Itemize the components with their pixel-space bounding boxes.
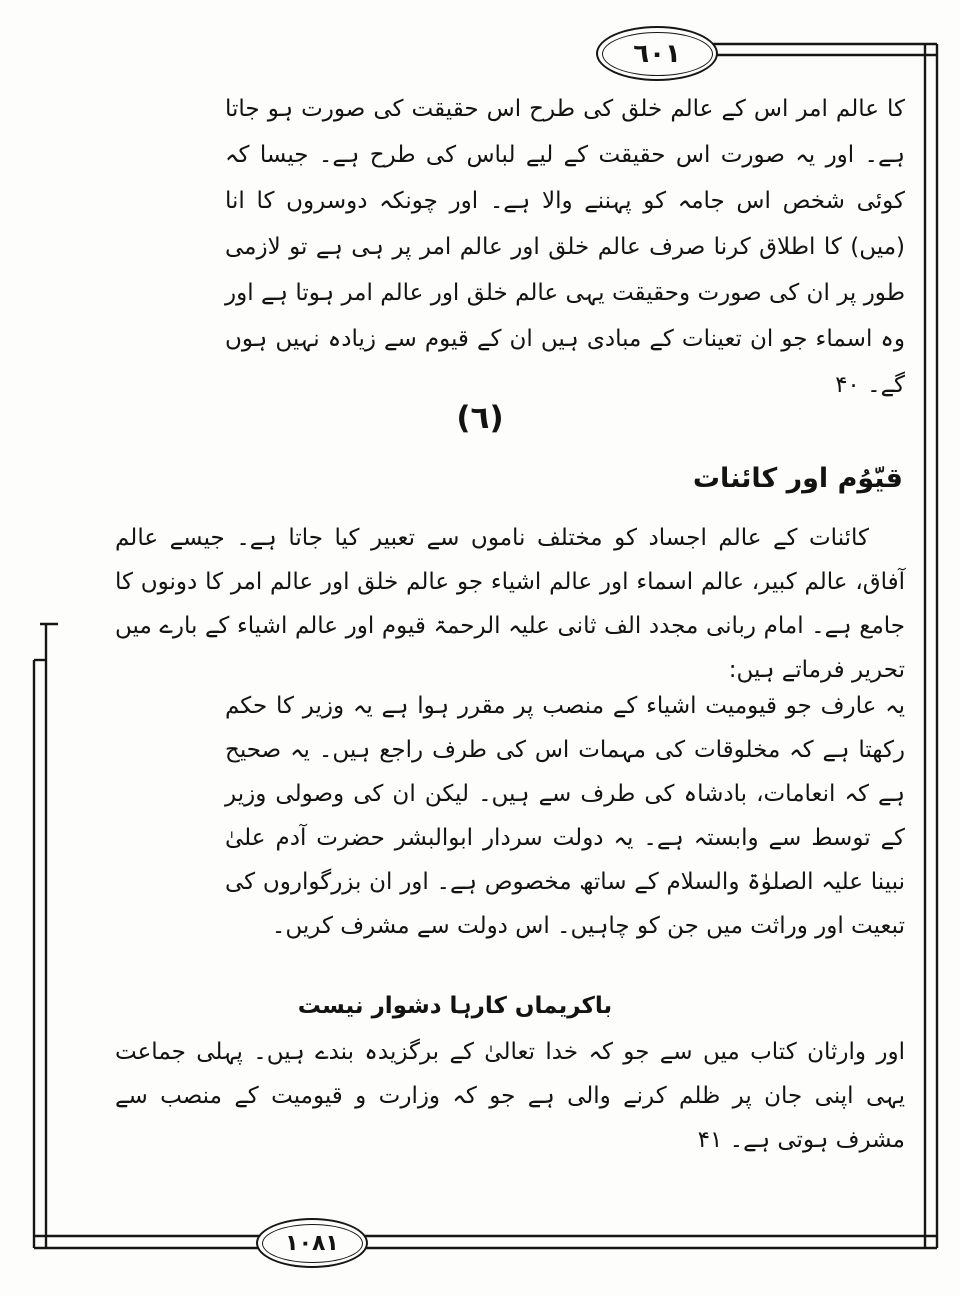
page-number-top: ٦٠١ [633, 38, 681, 69]
paragraph-1: کا عالم امر اس کے عالم خلق کی طرح اس حقیقت کی صورت ہو جاتا ہے۔ اور یہ صورت اس حقیقت کے لیے لباس کی طرح ہے۔ جیسا کہ کوئی شخص اس جامہ کو پہننے والا ہے۔ اور چونکہ دوسروں کا انا (میں) کا اطلاق کرنا صرف عالم خلق اور عالم امر پر ہی ہے تو لازمی طور پر ان کی صورت وحقیقت یہی عالم خلق اور عالم امر ہوتا ہے اور وہ اسماء جو ان تعینات کے مبادی ہیں ان کے قیوم سے زیادہ نہیں ہوں گے۔ ۴۰ [225, 96, 905, 398]
section-heading: قیّوُم اور کائنات [692, 463, 903, 494]
page-number-badge-top [596, 26, 718, 81]
page-number-bottom: ١٠٨١ [285, 1230, 339, 1256]
paragraph-3: اور وارثان کتاب میں سے جو کہ خدا تعالیٰ کے برگزیدہ بندے ہیں۔ پہلی جماعت یہی اپنی جان پر ظلم کرنے والی ہے جو کہ وزارت و قیومیت کے منصب سے مشرف ہوتی ہے۔ ۴۱ [115, 1039, 905, 1153]
paragraph-2: کائنات کے عالم اجساد کو مختلف ناموں سے تعبیر کیا جاتا ہے۔ جیسے عالم آفاق، عالم کبیر، عالم اسماء اور عالم اشیاء جو عالم خلق اور عالم امر کا دونوں کا جامع ہے۔ امام ربانی مجدد الف ثانی علیہ الرحمۃ قیوم اور عالم اشیاء کے بارے میں تحریر فرماتے ہیں: [115, 525, 905, 683]
page-number-badge-bottom [256, 1218, 368, 1268]
persian-verse: باکریماں کارہا دشوار نیست [297, 993, 613, 1019]
quote-paragraph: یہ عارف جو قیومیت اشیاء کے منصب پر مقرر ہوا ہے یہ وزیر کا حکم رکھتا ہے کہ مخلوقات کی مہمات اس کی طرف راجع ہیں۔ یہ صحیح ہے کہ انعامات، بادشاہ کی طرف سے ہیں۔ لیکن ان کی وصولی وزیر کے توسط سے وابستہ ہے۔ یہ دولت سردار ابوالبشر حضرت آدم علیٰ نبینا علیہ الصلوٰۃ والسلام کے ساتھ مخصوص ہے۔ اور ان بزرگواروں کی تبعیت اور وراثت میں جن کو چاہیں۔ اس دولت سے مشرف کریں۔ [225, 693, 905, 939]
section-number: (٦) [456, 400, 504, 436]
